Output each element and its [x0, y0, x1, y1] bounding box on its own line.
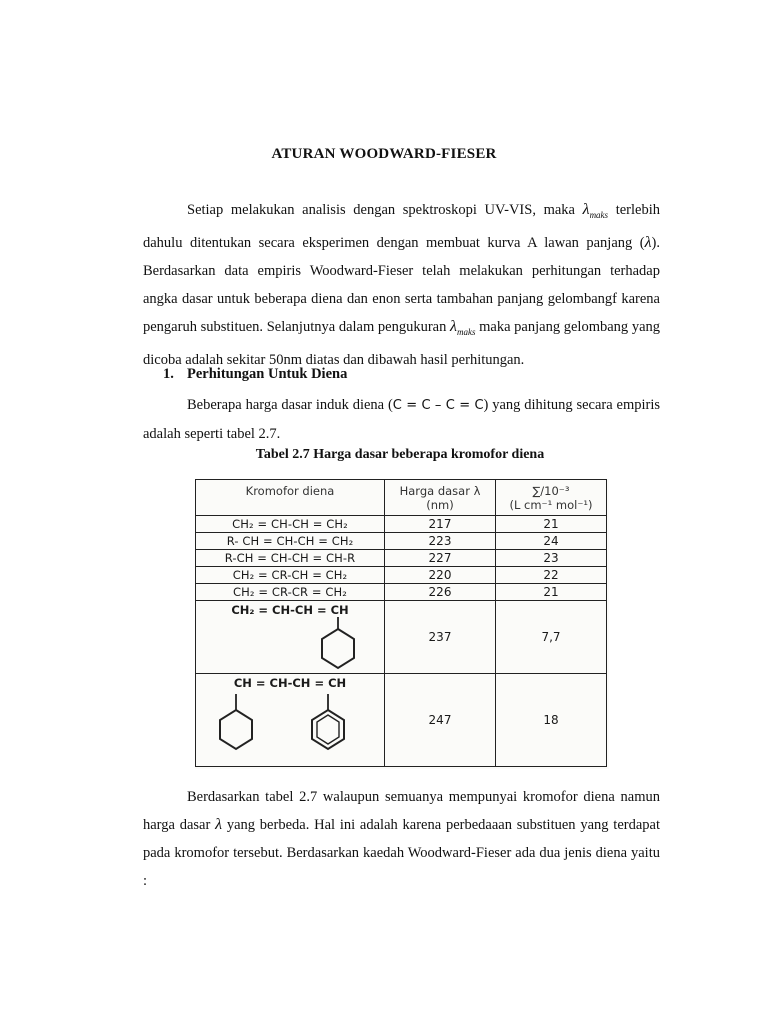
table-row: CH₂ = CR-CH = CH₂ 220 22 — [196, 567, 607, 584]
cyclohexane-ring-icon — [216, 692, 256, 754]
table-row: CH₂ = CH-CH = CH 237 7,7 — [196, 601, 607, 674]
intro-part3: ). Berdasarkan data empiris Woodward-Fieser telah melakukan perhitungan terhadap angka dasar untuk beberapa diena dan enon serta tambahan panjang gelombangf karena pengaruh substituen. Selanjutnya dalam pengukuran — [143, 235, 660, 336]
ring-formula-cell: CH₂ = CH-CH = CH — [196, 601, 385, 674]
lambda-symbol-2: λ — [215, 816, 223, 833]
para2-part1: Beberapa harga dasar induk diena ( — [187, 397, 393, 413]
table-row: R- CH = CH-CH = CH₂ 223 24 — [196, 533, 607, 550]
table-row: CH = CH-CH = CH 247 18 — [196, 674, 607, 767]
para3 — [143, 783, 660, 895]
para3-part1: Berdasarkan tabel 2.7 walaupun semuanya mempunyai kromofor diena namun harga dasar — [143, 789, 660, 833]
chromophore-table-image — [195, 479, 609, 769]
page-title: ATURAN WOODWARD-FIESER — [271, 146, 497, 162]
intro-part1: Setiap melakukan analisis dengan spektroskopi UV-VIS, maka — [187, 202, 583, 218]
lambda-max-symbol: $\lambda_{maks}$ — [582, 201, 609, 221]
lambda-symbol: λ — [644, 234, 652, 252]
section-heading — [163, 366, 347, 383]
para2 — [143, 391, 660, 448]
header-epsilon: ∑/10⁻³ (L cm⁻¹ mol⁻¹) — [496, 480, 607, 516]
lambda-max-symbol-2: $\lambda_{maks}$ — [450, 318, 476, 338]
para2-part2: ) yang dihitung secara empiris adalah seperti tabel 2.7. — [143, 397, 661, 442]
table-caption: Tabel 2.7 Harga dasar beberapa kromofor diena — [255, 447, 545, 462]
intro-part4: maka panjang gelombang yang dicoba adalah sekitar 50nm diatas dan dibawah hasil perhitungan. — [143, 319, 660, 369]
intro-part2: terlebih dahulu ditentukan secara eksperimen dengan membuat kurva A lawan panjang ( — [143, 202, 660, 252]
cyclohexane-ring-icon — [318, 615, 358, 673]
para3-part2: yang berbeda. Hal ini adalah karena perbedaaan substituen yang terdapat pada kromofor tersebut. Berdasarkan kaedah Woodward-Fieser ada dua jenis diena yaitu : — [143, 817, 661, 889]
diene-formula: C = C – C = C — [392, 398, 484, 413]
table-row: R-CH = CH-CH = CH-R 227 23 — [196, 550, 607, 567]
table-row: CH₂ = CR-CR = CH₂ 226 21 — [196, 584, 607, 601]
header-kromofor: Kromofor diena — [196, 480, 385, 516]
intro-paragraph — [143, 196, 660, 374]
benzene-ring-icon — [308, 692, 348, 754]
table-row: CH₂ = CH-CH = CH₂ 217 21 — [196, 516, 607, 533]
header-harga: Harga dasar λ (nm) — [385, 480, 496, 516]
section-title: Perhitungan Untuk Diena — [187, 366, 348, 382]
ring-formula-cell: CH = CH-CH = CH — [196, 674, 385, 767]
chromophore-table — [195, 479, 607, 767]
section-number: 1. — [163, 366, 174, 382]
